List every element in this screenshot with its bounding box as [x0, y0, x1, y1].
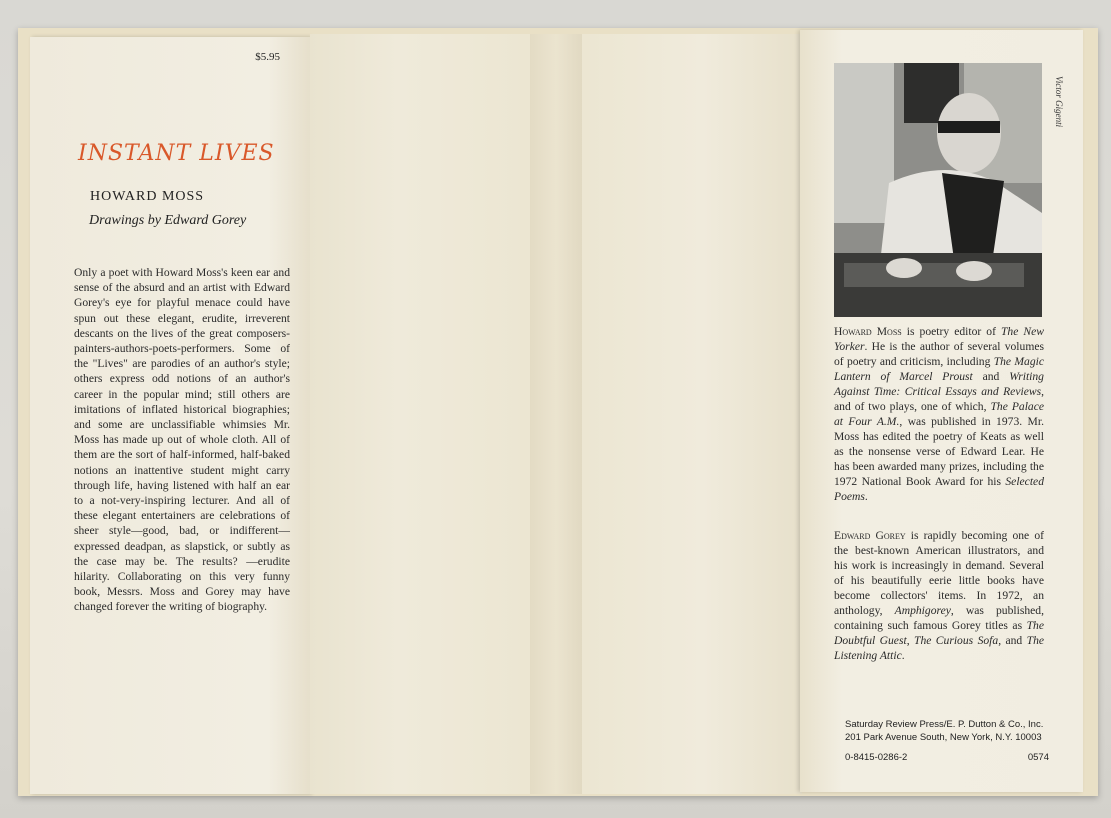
- author-photo: [834, 63, 1042, 317]
- gorey-bio: Edward Gorey is rapidly becoming one of the best-known American illustrators, and his work is increasingly in demand. Several of his beautifully eerie little books have become collectors' items. In 1972, an anthology, Amphigorey, was published, containing such famous Gorey titles as The Doubtful Guest, The Curious Sofa, and The Listening Attic.: [834, 529, 1045, 662]
- back-flap: [800, 30, 1083, 792]
- inner-panel-left: [310, 34, 530, 794]
- author-name: HOWARD MOSS: [90, 189, 205, 204]
- book-blurb: Only a poet with Howard Moss's keen ear and sense of the absurd and an artist with Edward Gorey's eye for playful menace could have spun out these elegant, erudite, irreverent descants on the lives of the great composers-painters-authors-poets-performers. Some of the "Lives" are parodies of an author's style; others express odd notions of an author's career in the popular mind; still others are imitations of inflated historical biographies; and some are unclassifiable whimsies Mr. Moss has made up out of whole cloth. All of them are the sort of half-informed, half-baked notions an inattentive student might carry through life, having listened with half an ear to a not-very-inspiring lecturer. And all of these elegant entertainers are celebrations of sheer style—good, bad, or indifferent—expressed deadpan, as slapstick, or subtly as the case may be. The results? —erudite hilarity. Collaborating on this very funny book, Messrs. Moss and Gorey may have changed forever the writing of biography.: [74, 266, 290, 614]
- isbn: 0-8415-0286-2: [845, 752, 908, 763]
- inner-spine: [530, 34, 582, 794]
- inner-panel-right: [582, 34, 802, 794]
- photo-credit: Victor Gigenti: [1054, 76, 1064, 128]
- illustrator-credit: Drawings by Edward Gorey: [89, 213, 247, 228]
- front-flap: [30, 37, 310, 794]
- moss-bio: Howard Moss is poetry editor of The New Yorker. He is the author of several volumes of poetry and criticism, including The Magic Lantern of Marcel Proust and Writing Against Time: Critical Essays and Reviews, and of two plays, one of which, The Palace at Four A.M., was published in 1973. Mr. Moss has edited the poetry of Keats as well as the nonsense verse of Edward Lear. He has been awarded many prizes, including the 1972 National Book Award for his Selected Poems.: [834, 325, 1045, 503]
- price: $5.95: [255, 51, 280, 63]
- publisher-line-2: 201 Park Avenue South, New York, N.Y. 10003: [845, 732, 1042, 743]
- book-title: INSTANT LIVES: [78, 141, 275, 166]
- publisher-info: [845, 718, 1045, 744]
- jacket-code: 0574: [1027, 752, 1049, 763]
- publisher-line-1: Saturday Review Press/E. P. Dutton & Co., Inc.: [845, 719, 1044, 730]
